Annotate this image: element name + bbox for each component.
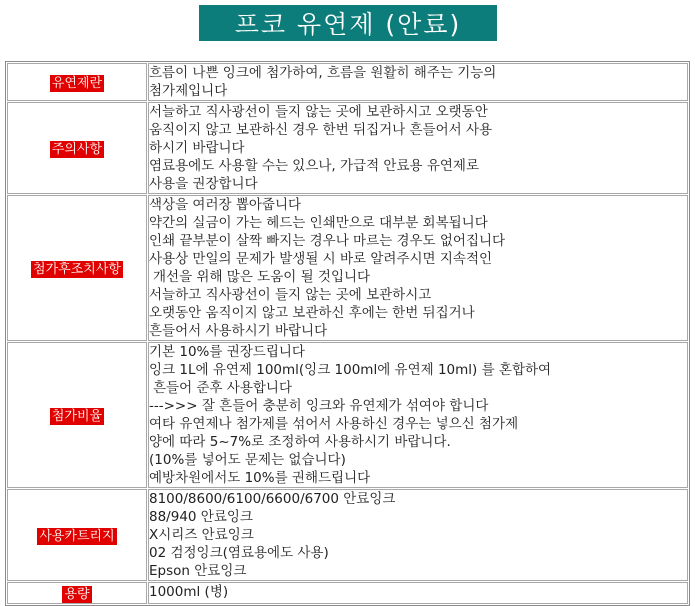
info-row-mix-ratio [7,342,688,488]
info-row-after-addition [7,195,688,341]
row-content-cell [148,102,688,194]
row-content-cell [148,63,688,101]
product-info-table [5,61,690,606]
content-line: 흐름이 나쁜 잉크에 첨가하여, 흐름을 원활히 해주는 기능의 [149,65,497,81]
row-label: 첨가후조치사항 [33,262,121,277]
row-content-cell [148,342,688,488]
row-label-cell [7,102,147,194]
content-line: 서늘하고 직사광선이 들지 않는 곳에 보관하시고 [149,287,432,303]
content-line: 1000ml (병) [149,584,229,600]
content-line: 하시기 바랍니다 [149,140,245,156]
content-line: 잉크 1L에 유연제 100ml(잉크 100ml에 유연제 10ml) 를 혼합하여 [149,362,552,378]
content-line: 여타 유연제나 첨가제를 섞어서 사용하신 경우는 넣으신 첨가제 [149,416,519,432]
content-line: 개선을 위해 많은 도움이 될 것입니다 [153,269,371,285]
row-label-cell [7,63,147,101]
row-content-cell [148,582,688,604]
content-line: 움직이지 않고 보관하신 경우 한번 뒤집거나 흔들어서 사용 [149,122,493,138]
content-line: 염료용에도 사용할 수는 있으나, 가급적 안료용 유연제로 [149,158,479,174]
content-line: --->>> 잘 흔들어 충분히 잉크와 유연제가 섞여야 합니다 [149,398,489,414]
content-line: 8100/8600/6100/6600/6700 안료잉크 [149,491,396,507]
page-title: 프코 유연제 (안료) [234,10,462,39]
row-label-cell [7,489,147,581]
row-label-cell [7,195,147,341]
content-line: 사용상 만일의 문제가 발생될 시 바로 알려주시면 지속적인 [149,251,493,267]
title-banner [199,5,497,41]
content-line: 서늘하고 직사광선이 들지 않는 곳에 보관하시고 오랫동안 [149,104,488,120]
content-line: 양에 따라 5~7%로 조정하여 사용하시기 바랍니다. [149,434,451,450]
row-label: 사용카트리지 [39,529,115,544]
row-label: 첨가비율 [51,409,103,424]
row-label: 유연제란 [51,76,103,91]
row-content-cell [148,489,688,581]
content-line: 예방차원에서도 10%를 권해드립니다 [149,470,371,486]
content-line: 사용을 권장합니다 [149,176,258,192]
content-line: (10%를 넣어도 문제는 없습니다) [149,452,346,468]
info-row-volume [7,582,688,604]
content-line: 인쇄 끝부분이 살짝 빠지는 경우나 마르는 경우도 없어집니다 [149,233,506,249]
content-line: 흔들어서 사용하시기 바랍니다 [149,323,328,339]
content-line: 약간의 실금이 가는 헤드는 인쇄만으로 대부분 회복됩니다 [149,215,488,231]
row-label-cell [7,582,147,604]
content-line: 흔들어 준후 사용합니다 [153,380,292,396]
info-row-caution [7,102,688,194]
content-line: 기본 10%를 권장드립니다 [149,344,305,360]
product-info-body [7,63,688,604]
content-line: 오랫동안 움직이지 않고 보관하신 후에는 한번 뒤집거나 [149,305,475,321]
content-line: 첨가제입니다 [149,83,228,99]
content-line: 02 검정잉크(염료용에도 사용) [149,545,329,561]
content-line: X시리즈 안료잉크 [149,527,254,543]
content-line: 88/940 안료잉크 [149,509,253,525]
row-label: 용량 [64,587,90,602]
info-row-cartridges [7,489,688,581]
row-content-cell [148,195,688,341]
content-line: Epson 안료잉크 [149,563,247,579]
row-label-cell [7,342,147,488]
info-row-definition [7,63,688,101]
row-label: 주의사항 [51,142,103,157]
content-line: 색상을 여러장 뽑아줍니다 [149,197,302,213]
